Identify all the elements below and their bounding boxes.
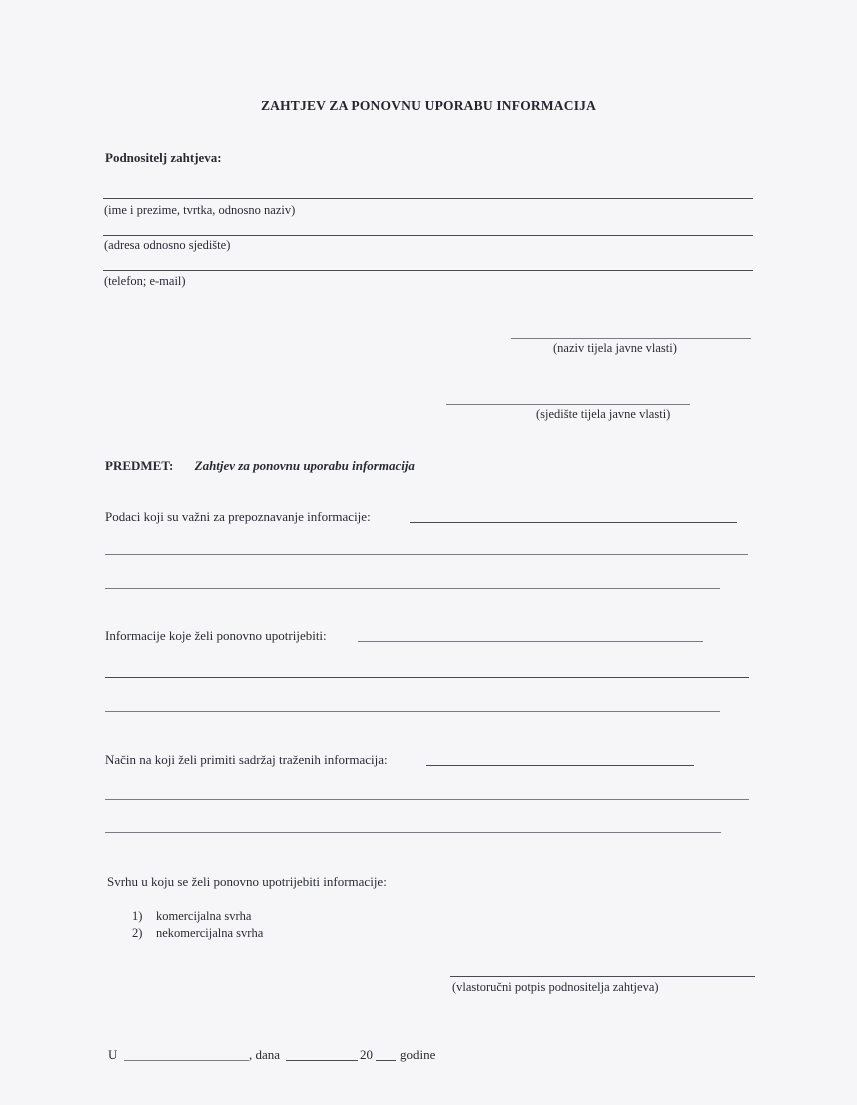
applicant-contact-caption: (telefon; e-mail) <box>104 274 186 288</box>
purpose-option-number: 2) <box>132 926 143 940</box>
identification-line-1[interactable] <box>410 522 737 523</box>
reuse-info-line-1[interactable] <box>358 641 703 642</box>
footer-year-suffix: godine <box>400 1047 436 1062</box>
authority-name-caption: (naziv tijela javne vlasti) <box>553 341 677 355</box>
footer-date-prefix: , dana <box>249 1047 281 1062</box>
identification-line-3[interactable] <box>105 588 720 589</box>
authority-name-line[interactable] <box>511 338 751 339</box>
purpose-option-number: 1) <box>132 909 143 923</box>
delivery-line-3[interactable] <box>105 832 721 833</box>
reuse-info-line-2[interactable] <box>105 677 749 678</box>
footer-place-prefix: U <box>108 1047 118 1062</box>
subject-text: Zahtjev za ponovnu uporabu informacija <box>194 458 415 473</box>
purpose-option-label: nekomercijalna svrha <box>156 926 264 940</box>
purpose-option-1[interactable] <box>132 909 251 924</box>
applicant-contact-line[interactable] <box>103 270 753 271</box>
authority-seat-line[interactable] <box>446 404 690 405</box>
footer-year-prefix: 20 <box>360 1047 373 1062</box>
subject-row <box>105 458 415 474</box>
footer-place-line[interactable] <box>124 1060 249 1061</box>
footer-year-line[interactable] <box>376 1060 396 1061</box>
identification-line-2[interactable] <box>105 554 748 555</box>
applicant-heading: Podnositelj zahtjeva: <box>105 150 222 165</box>
purpose-option-label: komercijalna svrha <box>156 909 252 923</box>
reuse-info-line-3[interactable] <box>105 711 720 712</box>
delivery-line-2[interactable] <box>105 799 749 800</box>
applicant-name-line[interactable] <box>103 198 753 199</box>
purpose-label: Svrhu u koju se želi ponovno upotrijebiti informacije: <box>107 874 387 889</box>
applicant-address-line[interactable] <box>103 235 753 236</box>
signature-line[interactable] <box>450 976 755 977</box>
signature-caption: (vlastoručni potpis podnositelja zahtjeva) <box>452 980 659 994</box>
subject-label: PREDMET: <box>105 458 174 473</box>
authority-seat-caption: (sjedište tijela javne vlasti) <box>536 407 671 421</box>
form-title: ZAHTJEV ZA PONOVNU UPORABU INFORMACIJA <box>260 98 597 113</box>
applicant-address-caption: (adresa odnosno sjedište) <box>104 238 231 252</box>
delivery-label: Način na koji želi primiti sadržaj traženih informacija: <box>105 752 388 767</box>
identification-label: Podaci koji su važni za prepoznavanje informacije: <box>105 509 371 524</box>
reuse-info-label: Informacije koje želi ponovno upotrijebiti: <box>105 628 327 643</box>
delivery-line-1[interactable] <box>426 765 694 766</box>
footer-date-line[interactable] <box>286 1060 358 1061</box>
applicant-name-caption: (ime i prezime, tvrtka, odnosno naziv) <box>104 203 296 217</box>
purpose-option-2[interactable] <box>132 926 263 941</box>
